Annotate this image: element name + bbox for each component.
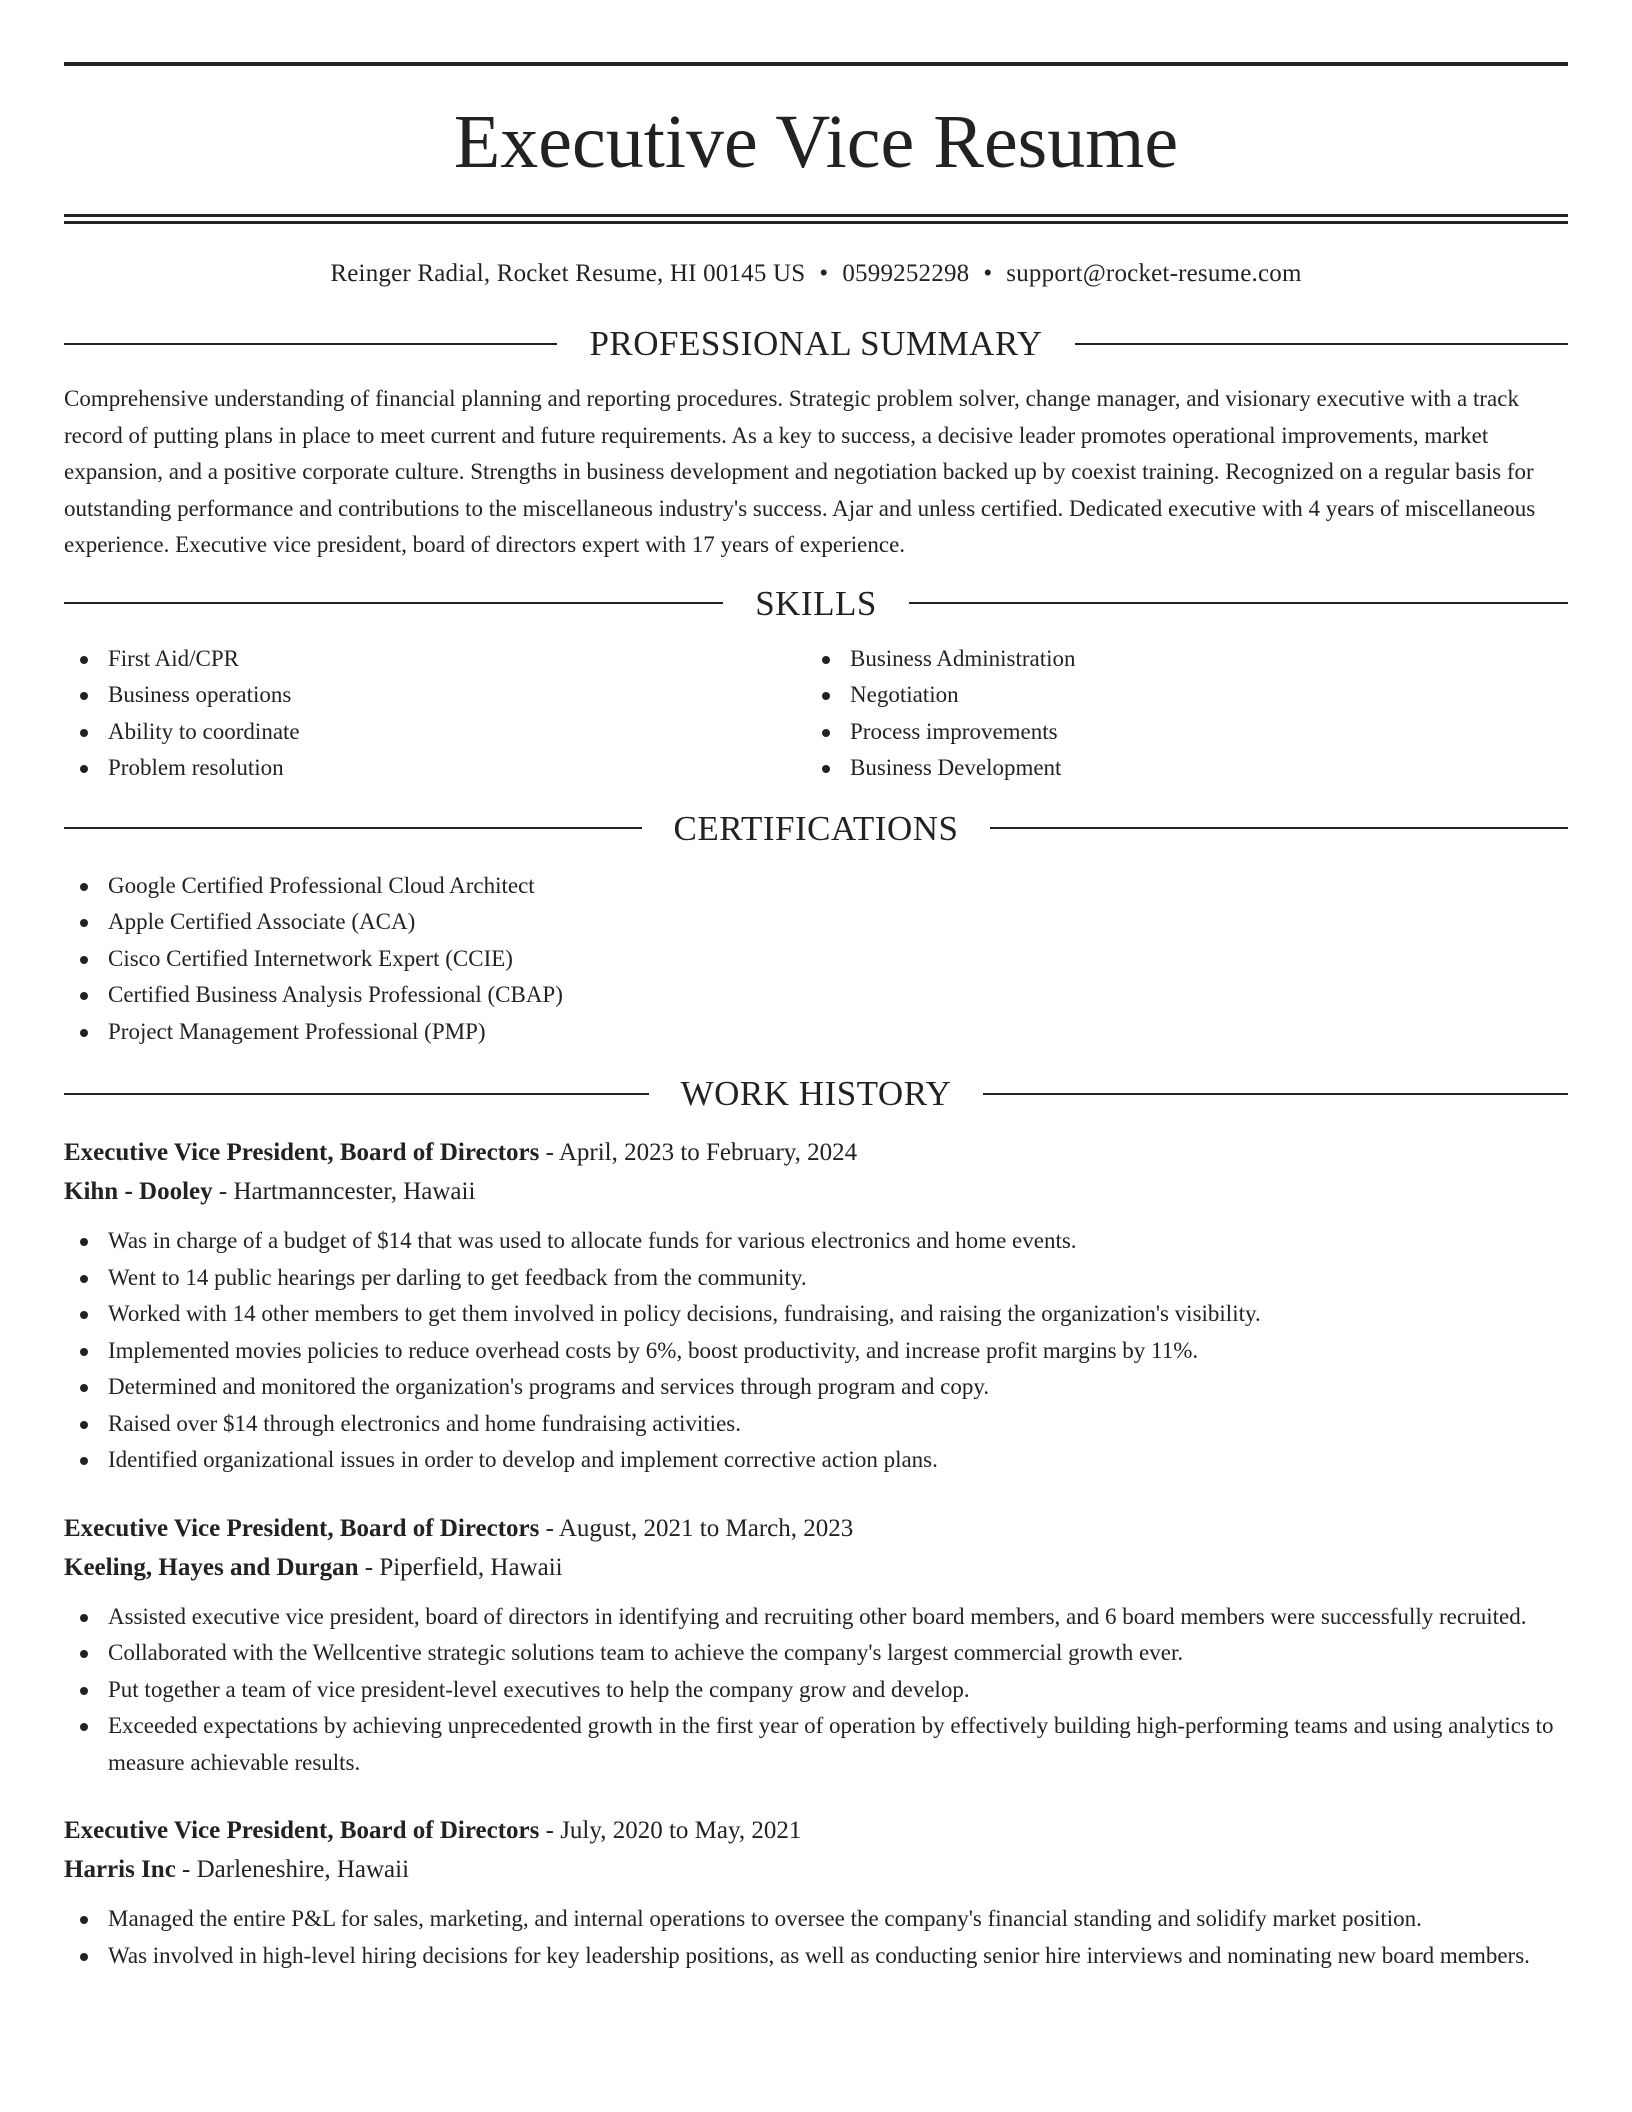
- skills-list-left: [64, 641, 806, 787]
- list-item: Exceeded expectations by achieving unprecedented growth in the first year of operation by effectively building high-performing teams and using analytics to measure achievable results.: [64, 1708, 1568, 1781]
- job-company-line: [64, 1548, 1568, 1587]
- resume-name: Executive Vice Resume: [453, 100, 1179, 184]
- job-dash: -: [218, 1178, 228, 1205]
- list-item: Process improvements: [806, 714, 1568, 751]
- list-item: Certified Business Analysis Professional (CBAP): [64, 977, 1568, 1014]
- skills-grid: [64, 641, 1568, 787]
- heading-rule: [64, 1093, 649, 1095]
- list-item: Apple Certified Associate (ACA): [64, 904, 1568, 941]
- job-title-line: [64, 1133, 1568, 1172]
- job-dates: July, 2020 to May, 2021: [560, 1817, 802, 1844]
- section-heading-work-history: [64, 1076, 1568, 1111]
- list-item: Business Development: [806, 750, 1568, 787]
- job-location: Darleneshire, Hawaii: [196, 1856, 410, 1883]
- job-title: Executive Vice President, Board of Directors: [64, 1817, 540, 1844]
- certifications-list: [64, 868, 1568, 1051]
- section-heading-certifications: [64, 808, 1568, 848]
- list-item: Assisted executive vice president, board of directors in identifying and recruiting other board members, and 6 board members were successfully recruited.: [64, 1599, 1568, 1636]
- list-item: First Aid/CPR: [64, 641, 806, 678]
- list-item: Identified organizational issues in order to develop and implement corrective action plans.: [64, 1442, 1568, 1479]
- job-entry: [64, 1811, 1568, 1974]
- list-item: Was involved in high-level hiring decisions for key leadership positions, as well as conducting senior hire interviews and nominating new board members.: [64, 1938, 1568, 1975]
- job-company-line: [64, 1850, 1568, 1889]
- job-dash: -: [364, 1553, 374, 1581]
- job-company-line: [64, 1172, 1568, 1211]
- job-bullets: [64, 1901, 1568, 1974]
- list-item: Raised over $14 through electronics and home fundraising activities.: [64, 1406, 1568, 1443]
- list-item: Project Management Professional (PMP): [64, 1014, 1568, 1051]
- list-item: Determined and monitored the organization's programs and services through program and copy.: [64, 1369, 1568, 1406]
- heading-rule: [983, 1093, 1568, 1095]
- heading-rule: [64, 827, 642, 829]
- job-company: Kihn - Dooley: [64, 1178, 213, 1205]
- top-rule: [64, 62, 1568, 66]
- section-title: CERTIFICATIONS: [673, 808, 959, 848]
- section-title: PROFESSIONAL SUMMARY: [589, 324, 1043, 363]
- job-dash: -: [182, 1856, 191, 1883]
- section-heading-skills: [64, 583, 1568, 623]
- job-bullets: [64, 1599, 1568, 1782]
- job-dash: -: [545, 1139, 554, 1166]
- list-item: Cisco Certified Internetwork Expert (CCIE): [64, 941, 1568, 978]
- job-dash: -: [545, 1817, 554, 1844]
- job-title: Executive Vice President, Board of Directors: [64, 1139, 540, 1166]
- list-item: Business Administration: [806, 641, 1568, 678]
- name-double-rule: [64, 214, 1568, 224]
- summary-paragraph: Comprehensive understanding of financial planning and reporting procedures. Strategic problem solver, change manager, and visionary executive with a track record of putting plans in place to meet current and future requirements. As a key to success, a decisive leader promotes operational improvements, market expansion, and a positive corporate culture. Strengths in business development and negotiation backed up by coexist training. Recognized on a regular basis for outstanding performance and contributions to the miscellaneous industry's success. Ajar and unless certified. Dedicated executive with 4 years of miscellaneous experience. Executive vice president, board of directors expert with 17 years of experience.: [64, 386, 1536, 557]
- heading-rule: [1075, 343, 1568, 345]
- list-item: Negotiation: [806, 677, 1568, 714]
- heading-rule: [990, 827, 1568, 829]
- job-entry: [64, 1133, 1568, 1479]
- job-title-line: [64, 1811, 1568, 1850]
- job-title: Executive Vice President, Board of Directors: [64, 1514, 540, 1542]
- heading-rule: [64, 343, 557, 345]
- skills-list-right: [806, 641, 1568, 787]
- job-bullets: [64, 1223, 1568, 1479]
- job-location: Piperfield, Hawaii: [379, 1553, 563, 1581]
- list-item: Collaborated with the Wellcentive strategic solutions team to achieve the company's largest commercial growth ever.: [64, 1635, 1568, 1672]
- job-location: Hartmanncester, Hawaii: [233, 1178, 476, 1205]
- list-item: Worked with 14 other members to get them involved in policy decisions, fundraising, and raising the organization's visibility.: [64, 1296, 1568, 1333]
- job-dash: -: [545, 1514, 554, 1542]
- contact-phone: 0599252298: [842, 260, 970, 287]
- list-item: Managed the entire P&L for sales, marketing, and internal operations to oversee the company's financial standing and solidify market position.: [64, 1901, 1568, 1938]
- job-company: Keeling, Hayes and Durgan: [64, 1553, 359, 1581]
- contact-separator: •: [819, 260, 829, 287]
- job-dates: August, 2021 to March, 2023: [558, 1514, 854, 1542]
- contact-separator: •: [983, 260, 993, 287]
- contact-email: support@rocket-resume.com: [1006, 260, 1302, 287]
- contact-address: Reinger Radial, Rocket Resume, HI 00145 US: [330, 260, 806, 287]
- job-entry: [64, 1509, 1568, 1782]
- contact-line: [64, 260, 1568, 288]
- list-item: Google Certified Professional Cloud Architect: [64, 868, 1568, 905]
- heading-rule: [64, 602, 723, 604]
- section-title: WORK HISTORY: [680, 1074, 952, 1113]
- heading-rule: [909, 602, 1568, 604]
- job-dates: April, 2023 to February, 2024: [558, 1139, 858, 1166]
- section-heading-summary: [64, 326, 1568, 361]
- list-item: Put together a team of vice president-level executives to help the company grow and develop.: [64, 1672, 1568, 1709]
- section-title: SKILLS: [755, 583, 877, 623]
- list-item: Was in charge of a budget of $14 that was used to allocate funds for various electronics and home events.: [64, 1223, 1568, 1260]
- list-item: Business operations: [64, 677, 806, 714]
- list-item: Implemented movies policies to reduce overhead costs by 6%, boost productivity, and increase profit margins by 11%.: [64, 1333, 1568, 1370]
- list-item: Went to 14 public hearings per darling to get feedback from the community.: [64, 1260, 1568, 1297]
- list-item: Problem resolution: [64, 750, 806, 787]
- job-title-line: [64, 1509, 1568, 1548]
- list-item: Ability to coordinate: [64, 714, 806, 751]
- job-company: Harris Inc: [64, 1856, 176, 1883]
